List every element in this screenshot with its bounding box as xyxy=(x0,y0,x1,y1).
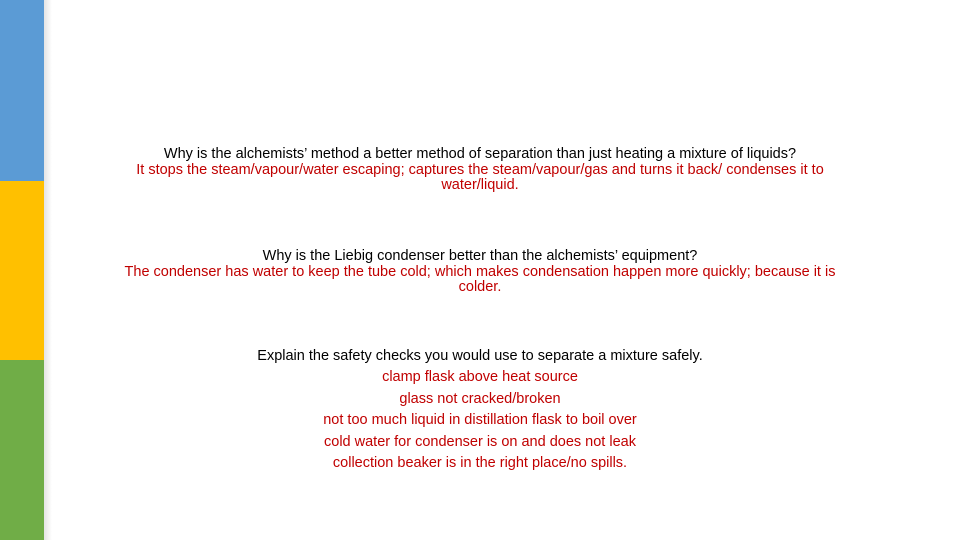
accent-bar-green xyxy=(0,360,44,540)
safety-check-item: cold water for condenser is on and does not leak xyxy=(324,433,636,450)
safety-check-item: clamp flask above heat source xyxy=(382,369,578,385)
question-block-3 xyxy=(60,347,900,475)
question-2: Why is the Liebig condenser better than the alchemists’ equipment? xyxy=(262,248,698,264)
question-block-1 xyxy=(60,145,900,193)
safety-checks-list xyxy=(60,367,900,475)
answer-1-line-2: water/liquid. xyxy=(441,177,519,193)
question-3: Explain the safety checks you would use to separate a mixture safely. xyxy=(257,348,703,364)
answer-2-line-1: The condenser has water to keep the tube cold; which makes condensation happen more quickly; because it is xyxy=(124,264,836,280)
answer-1-line-1: It stops the steam/vapour/water escaping; captures the steam/vapour/gas and turns it back/ condenses it to xyxy=(136,162,824,178)
accent-bar-yellow xyxy=(0,181,44,360)
question-block-2 xyxy=(60,247,900,295)
safety-check-item: not too much liquid in distillation flask to boil over xyxy=(323,412,637,429)
safety-check-item: glass not cracked/broken xyxy=(399,390,561,407)
answer-2-line-2: colder. xyxy=(458,279,502,295)
question-1: Why is the alchemists’ method a better method of separation than just heating a mixture of liquids? xyxy=(163,146,797,162)
safety-check-item: collection beaker is in the right place/no spills. xyxy=(332,455,628,472)
accent-bar-blue xyxy=(0,0,44,181)
accent-bar-shadow xyxy=(44,0,52,540)
